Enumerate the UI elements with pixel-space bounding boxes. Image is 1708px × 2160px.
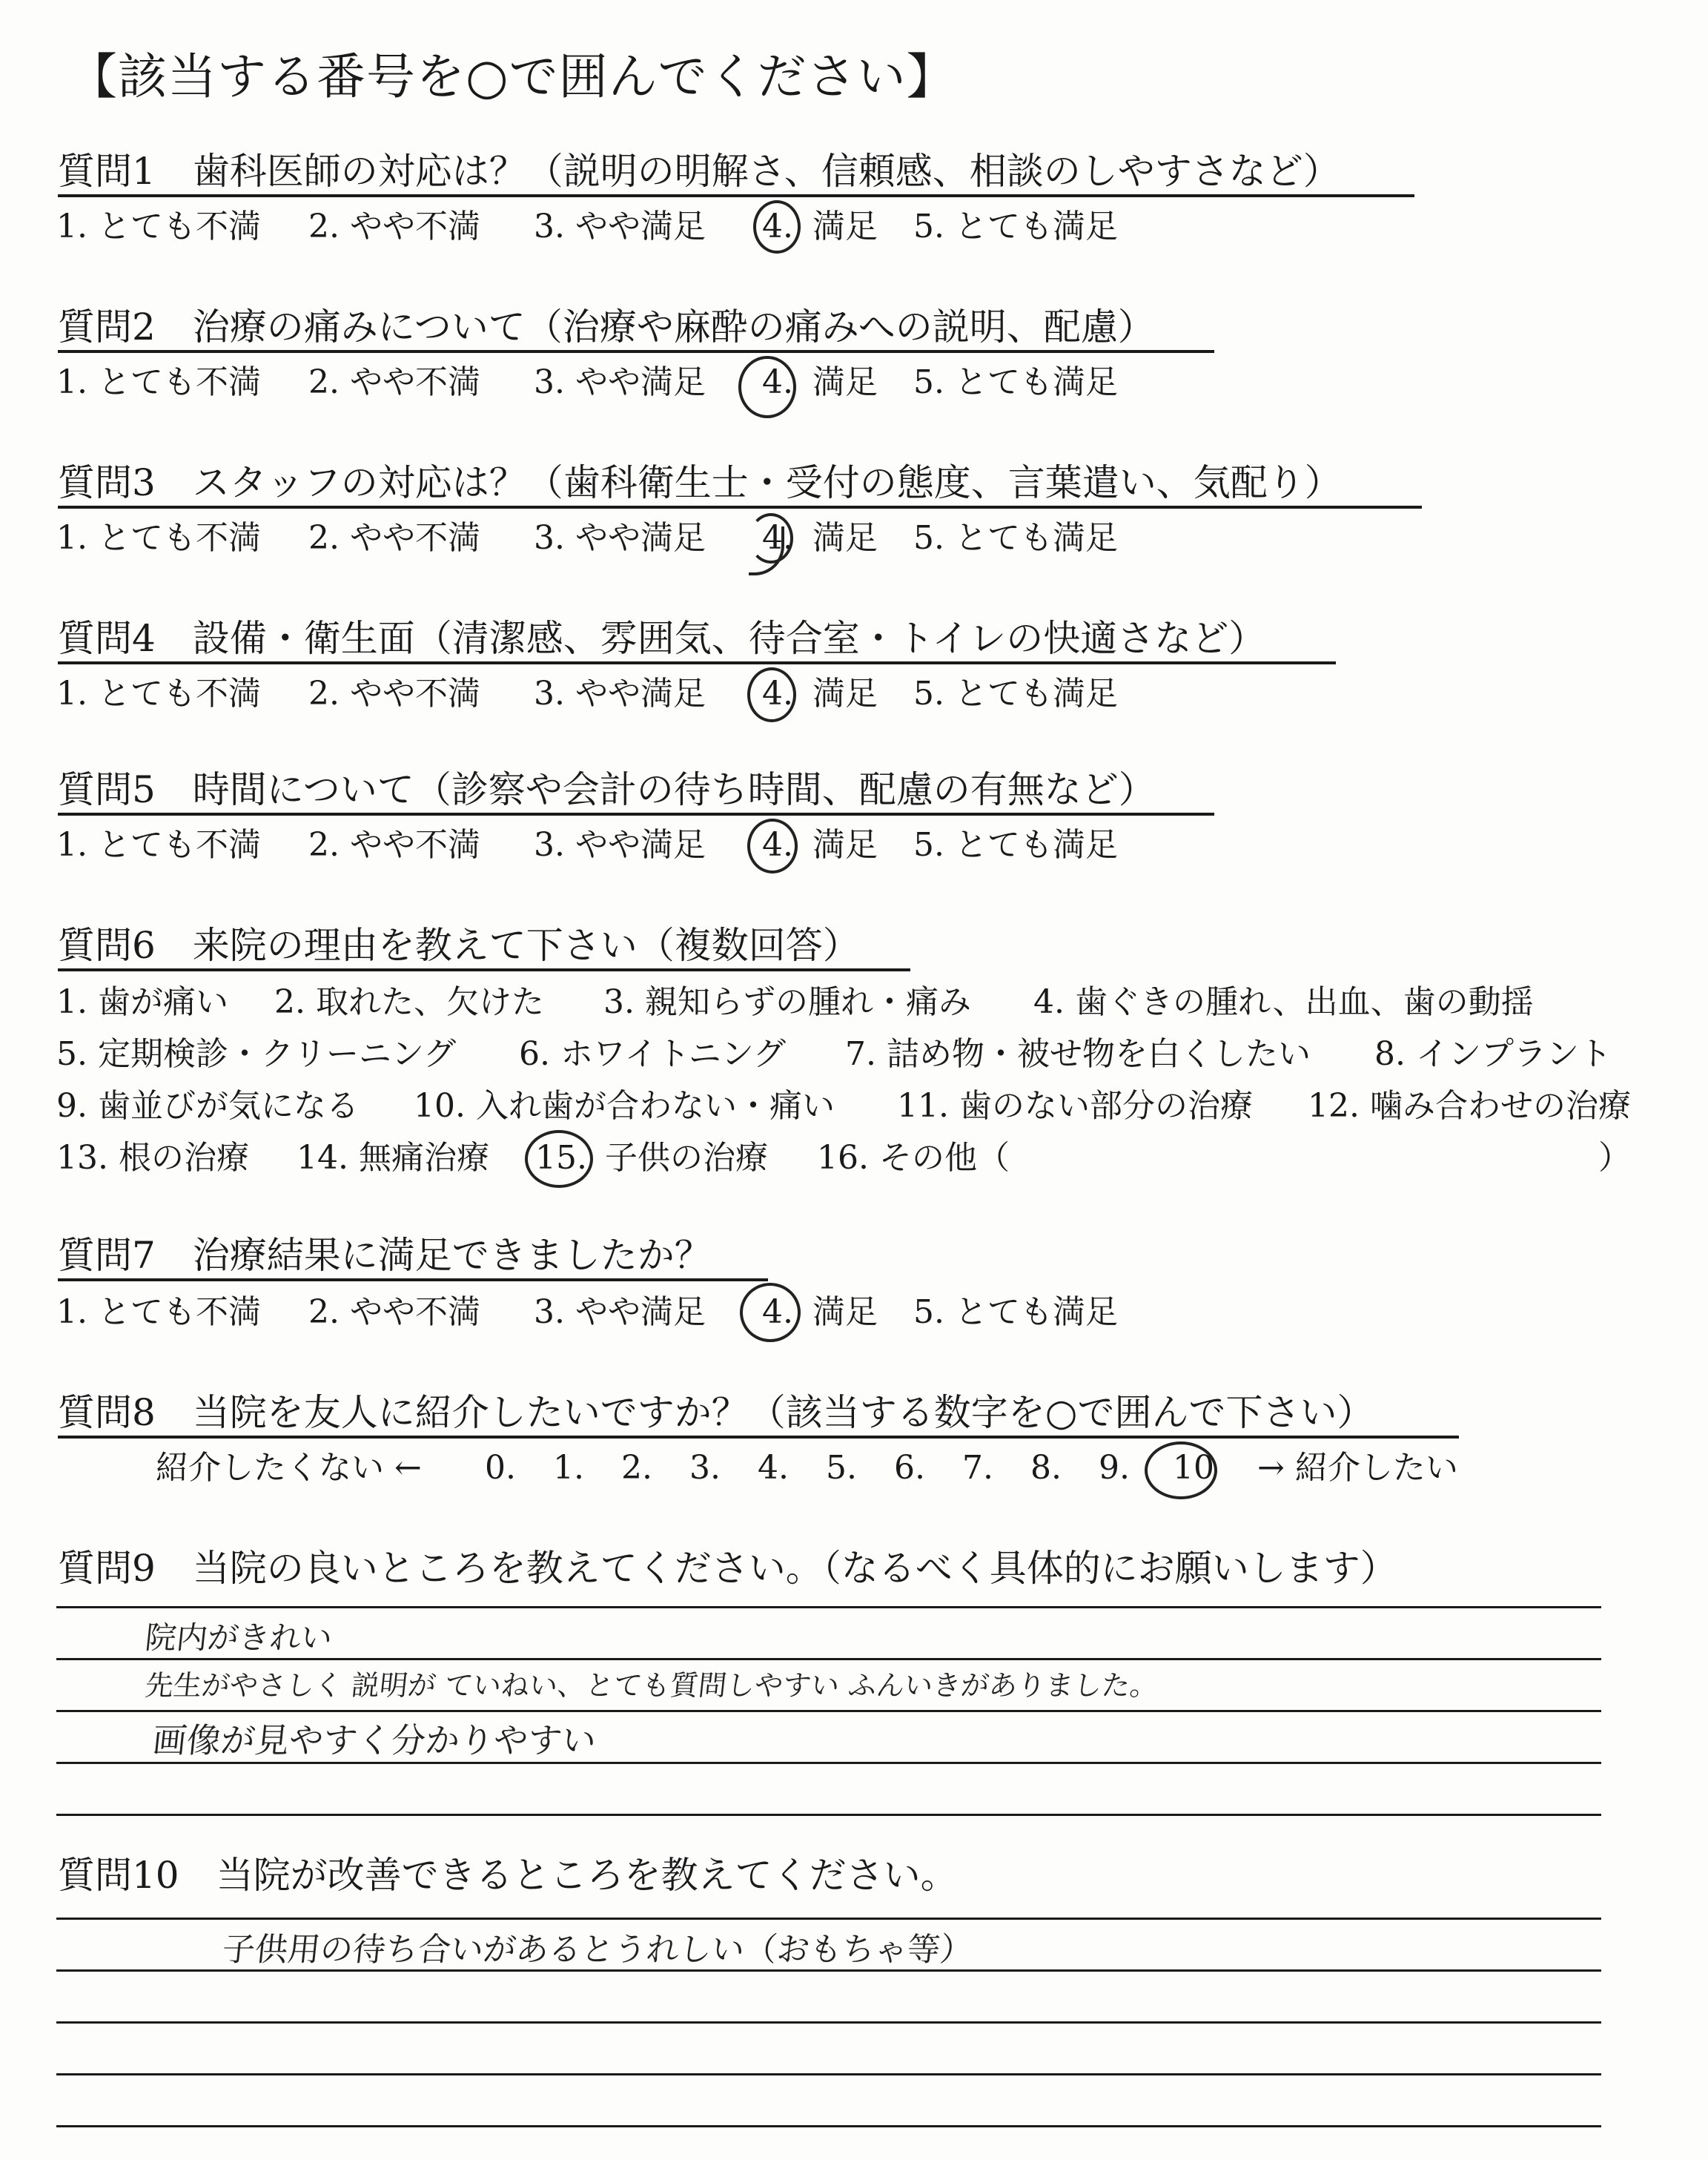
option-2[interactable]: 2. やや不満 <box>308 363 480 401</box>
option-1[interactable]: 1. とても不満 <box>56 826 261 864</box>
q10-answer-line-1: 子供用の待ち合いがあるとうれしい（おもちゃ等） <box>220 1931 975 1969</box>
scale-10[interactable]: 10 <box>1173 1449 1214 1487</box>
option-4-label: 満足 <box>812 208 878 245</box>
q9-answer-line-2: 先生がやさしく 説明が ていねい、とても質問しやすい ふんいきがありました。 <box>143 1669 1160 1702</box>
option-3[interactable]: 3. やや満足 <box>534 363 706 401</box>
option-2[interactable]: 2. やや不満 <box>308 519 480 557</box>
question-4-title: 質問4 設備・衛生面（清潔感、雰囲気、待合室・トイレの快適さなど） <box>58 617 1266 660</box>
option-4-label: 満足 <box>812 675 878 713</box>
option-5[interactable]: 5. とても満足 <box>913 519 1118 557</box>
selection-circle-q1 <box>753 200 801 254</box>
reason-15[interactable]: 15. <box>535 1139 587 1177</box>
reason-2[interactable]: 2. 取れた、欠けた <box>274 983 544 1021</box>
question-9-title: 質問9 当院の良いところを教えてください。（なるべく具体的にお願いします） <box>58 1547 1397 1590</box>
option-5[interactable]: 5. とても満足 <box>913 363 1118 401</box>
reason-16[interactable]: 16. その他（ <box>817 1139 1010 1177</box>
question-8-title: 質問8 当院を友人に紹介したいですか？（該当する数字を○で囲んで下さい） <box>58 1391 1374 1434</box>
answer-line <box>56 1658 1601 1660</box>
question-3-title: 質問3 スタッフの対応は？（歯科衛生士・受付の態度、言葉遣い、気配り） <box>58 461 1342 504</box>
scale-4[interactable]: 4. <box>758 1449 789 1487</box>
scale-7[interactable]: 7. <box>962 1449 993 1487</box>
option-4[interactable]: 4. <box>762 826 793 864</box>
scale-6[interactable]: 6. <box>894 1449 925 1487</box>
option-5[interactable]: 5. とても満足 <box>913 1293 1118 1331</box>
selection-circle-q6 <box>525 1130 593 1188</box>
reason-13[interactable]: 13. 根の治療 <box>56 1139 249 1177</box>
option-3[interactable]: 3. やや満足 <box>534 1293 706 1331</box>
option-2[interactable]: 2. やや不満 <box>308 826 480 864</box>
reason-10[interactable]: 10. 入れ歯が合わない・痛い <box>414 1087 835 1125</box>
question-2-underline <box>58 350 1214 353</box>
reason-12[interactable]: 12. 噛み合わせの治療 <box>1308 1087 1631 1125</box>
selection-circle-q7 <box>740 1283 801 1342</box>
question-2-title: 質問2 治療の痛みについて（治療や麻酔の痛みへの説明、配慮） <box>58 305 1155 349</box>
page-heading: 【該当する番号を○で囲んでください】 <box>68 48 956 105</box>
option-3[interactable]: 3. やや満足 <box>534 208 706 245</box>
scale-right-label: → 紹介したい <box>1257 1449 1458 1487</box>
scale-2[interactable]: 2. <box>621 1449 652 1487</box>
option-5[interactable]: 5. とても満足 <box>913 675 1118 713</box>
reason-5[interactable]: 5. 定期検診・クリーニング <box>56 1035 457 1073</box>
answer-line <box>56 2073 1601 2075</box>
selection-circle-tail <box>749 526 784 575</box>
question-4-underline <box>58 661 1336 664</box>
option-3[interactable]: 3. やや満足 <box>534 826 706 864</box>
option-2[interactable]: 2. やや不満 <box>308 1293 480 1331</box>
scale-left-label: 紹介したくない ← <box>156 1449 422 1487</box>
option-4-label: 満足 <box>812 519 878 557</box>
question-6-title: 質問6 来院の理由を教えて下さい（複数回答） <box>58 924 860 967</box>
question-8-underline <box>58 1436 1459 1439</box>
selection-circle-q8 <box>1145 1441 1217 1499</box>
selection-circle-q5 <box>747 819 798 873</box>
reason-14[interactable]: 14. 無痛治療 <box>297 1139 489 1177</box>
scale-8[interactable]: 8. <box>1030 1449 1062 1487</box>
answer-line <box>56 1710 1601 1712</box>
reason-8[interactable]: 8. インプラント <box>1374 1035 1612 1073</box>
option-5[interactable]: 5. とても満足 <box>913 208 1118 245</box>
option-1[interactable]: 1. とても不満 <box>56 675 261 713</box>
reason-9[interactable]: 9. 歯並びが気になる <box>56 1087 359 1125</box>
option-4[interactable]: 4. <box>762 208 793 245</box>
selection-circle-q4 <box>747 667 796 722</box>
reason-15-label: 子供の治療 <box>605 1139 768 1177</box>
selection-circle-q2 <box>738 356 796 418</box>
question-7-underline <box>58 1278 768 1281</box>
reason-3[interactable]: 3. 親知らずの腫れ・痛み <box>603 983 971 1021</box>
option-1[interactable]: 1. とても不満 <box>56 1293 261 1331</box>
q9-answer-line-3: 画像が見やすく分かりやすい <box>150 1720 598 1760</box>
question-3-underline <box>58 506 1422 509</box>
scale-1[interactable]: 1. <box>553 1449 584 1487</box>
option-4-label: 満足 <box>812 363 878 401</box>
option-2[interactable]: 2. やや不満 <box>308 675 480 713</box>
question-7-title: 質問7 治療結果に満足できましたか？ <box>58 1234 712 1277</box>
option-3[interactable]: 3. やや満足 <box>534 519 706 557</box>
question-10-title: 質問10 当院が改善できるところを教えてください。 <box>58 1854 958 1897</box>
answer-line <box>56 1762 1601 1764</box>
scale-9[interactable]: 9. <box>1099 1449 1130 1487</box>
option-4-label: 満足 <box>812 826 878 864</box>
reason-11[interactable]: 11. 歯のない部分の治療 <box>897 1087 1253 1125</box>
reason-6[interactable]: 6. ホワイトニング <box>519 1035 787 1073</box>
scale-3[interactable]: 3. <box>689 1449 721 1487</box>
answer-line <box>56 1814 1601 1816</box>
option-3[interactable]: 3. やや満足 <box>534 675 706 713</box>
option-4[interactable]: 4. <box>762 363 793 401</box>
option-4[interactable]: 4. <box>762 1293 793 1331</box>
question-5-title: 質問5 時間について（診察や会計の待ち時間、配慮の有無など） <box>58 768 1156 811</box>
reason-1[interactable]: 1. 歯が痛い <box>56 983 228 1021</box>
option-1[interactable]: 1. とても不満 <box>56 208 261 245</box>
reason-4[interactable]: 4. 歯ぐきの腫れ、出血、歯の動揺 <box>1033 983 1534 1021</box>
answer-line <box>56 1918 1601 1920</box>
scale-5[interactable]: 5. <box>826 1449 857 1487</box>
option-5[interactable]: 5. とても満足 <box>913 826 1118 864</box>
option-2[interactable]: 2. やや不満 <box>308 208 480 245</box>
q9-answer-line-1: 院内がきれい <box>143 1619 334 1656</box>
answer-line <box>56 2125 1601 2127</box>
option-1[interactable]: 1. とても不満 <box>56 363 261 401</box>
option-4[interactable]: 4. <box>762 519 793 557</box>
answer-line <box>56 1969 1601 1972</box>
answer-line <box>56 2021 1601 2024</box>
question-5-underline <box>58 813 1214 816</box>
option-4[interactable]: 4. <box>762 675 793 713</box>
option-1[interactable]: 1. とても不満 <box>56 519 261 557</box>
reason-7[interactable]: 7. 詰め物・被せ物を白くしたい <box>845 1035 1311 1073</box>
question-6-underline <box>58 968 910 971</box>
answer-line <box>56 1606 1601 1608</box>
question-1-title: 質問1 歯科医師の対応は？（説明の明解さ、信頼感、相談のしやすさなど） <box>58 150 1340 193</box>
scale-0[interactable]: 0. <box>485 1449 516 1487</box>
option-4-label: 満足 <box>812 1293 878 1331</box>
question-1-underline <box>58 194 1414 197</box>
reason-16-close: ） <box>1598 1139 1631 1177</box>
